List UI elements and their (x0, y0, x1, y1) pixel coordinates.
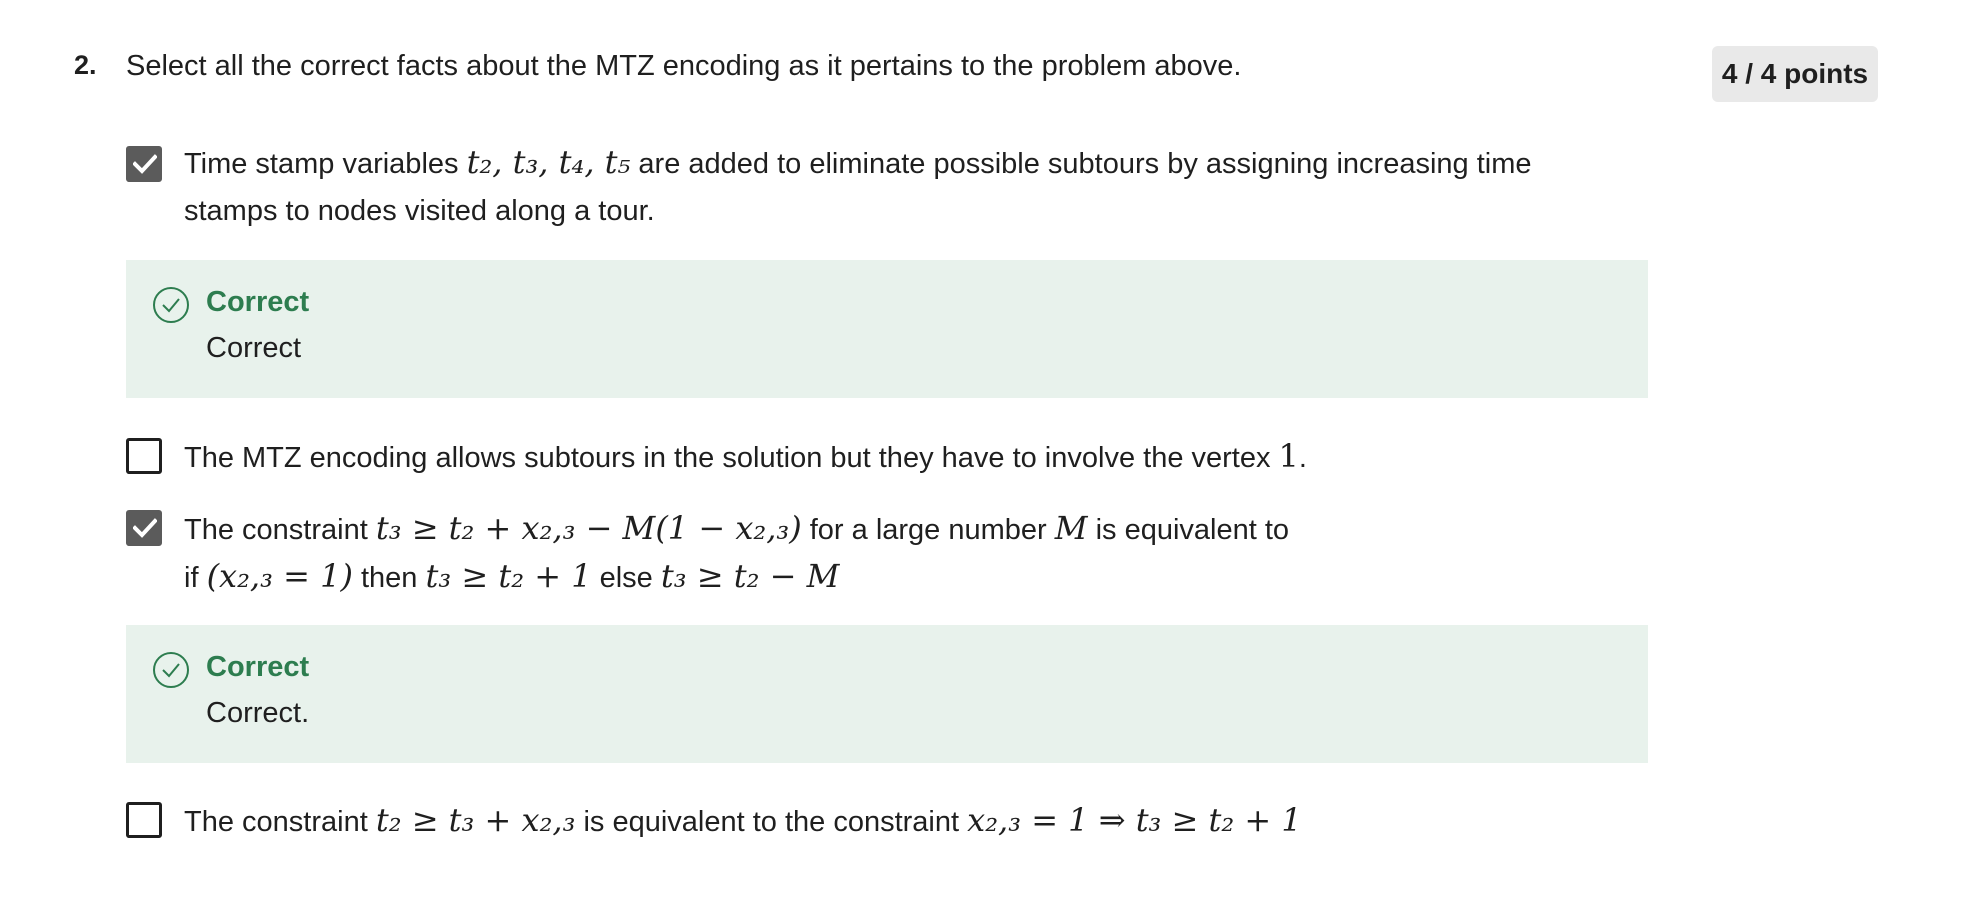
feedback-text: Correct (206, 332, 302, 364)
question-number: 2. (74, 50, 97, 80)
feedback-text: Correct. (206, 697, 310, 729)
checkbox-option-2[interactable] (126, 438, 162, 474)
points-badge: 4 / 4 points (1712, 46, 1878, 102)
check-icon (133, 154, 157, 174)
option-3-line-1: The constraint t₃ ≥ t₂ + x₂,₃ − M(1 − x₂,₃) for a large number M is equivalent to (184, 509, 1290, 547)
checkbox-option-1[interactable] (126, 146, 162, 182)
option-1-math: t₂, t₃, t₄, t₅ (466, 143, 631, 181)
feedback-option-3 (126, 625, 1648, 763)
option-3-line-2: if (x₂,₃ = 1) then t₃ ≥ t₂ + 1 else t₃ ≥ t₂ − M (184, 557, 840, 595)
option-1-line-2: stamps to nodes visited along a tour. (184, 195, 655, 227)
feedback-title: Correct (206, 651, 310, 683)
feedback-option-1 (126, 260, 1648, 398)
check-circle-icon (152, 651, 190, 689)
question-text: Select all the correct facts about the MTZ encoding as it pertains to the problem above. (126, 50, 1242, 82)
check-circle-icon (152, 286, 190, 324)
check-icon (133, 518, 157, 538)
option-4-line-1: The constraint t₂ ≥ t₃ + x₂,₃ is equivalent to the constraint x₂,₃ = 1 ⇒ t₃ ≥ t₂ + 1 (184, 801, 1302, 839)
option-1-line-1: Time stamp variables t₂, t₃, t₄, t₅ are added to eliminate possible subtours by assigning increasing time (184, 143, 1532, 181)
option-2-line-1: The MTZ encoding allows subtours in the solution but they have to involve the vertex 1. (184, 437, 1307, 475)
checkbox-option-4[interactable] (126, 802, 162, 838)
checkbox-option-3[interactable] (126, 510, 162, 546)
feedback-title: Correct (206, 286, 310, 318)
